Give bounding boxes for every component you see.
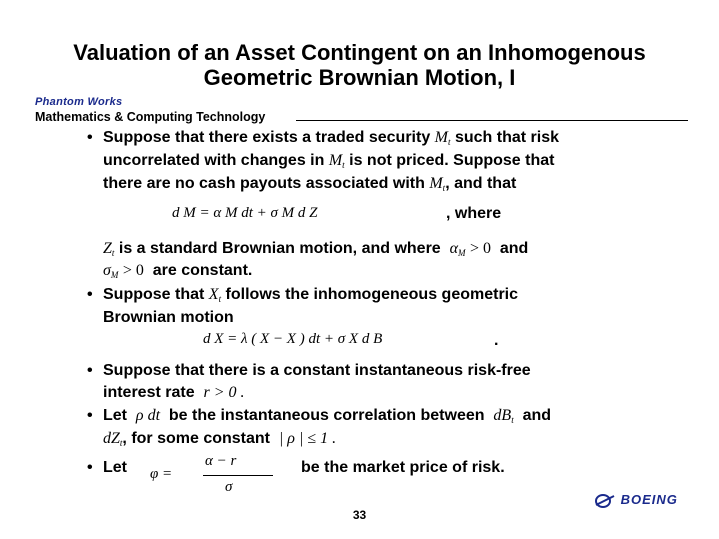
bullet-1-line-2 xyxy=(103,152,554,170)
math-alphaM: $\alpha_M$ xyxy=(449,240,466,258)
bullet-3-line-2 xyxy=(103,384,245,402)
bullet-5-let: Let xyxy=(103,459,127,476)
title-line-1: Valuation of an Asset Contingent on an Inhomogenous xyxy=(73,40,646,65)
boeing-emblem-icon xyxy=(594,493,616,509)
text: are constant. xyxy=(152,262,253,279)
math-Mt: $M_t$ xyxy=(434,129,451,147)
bullet-dot: • xyxy=(87,459,93,476)
page-number: 33 xyxy=(352,508,367,522)
math-Xt: $X_t$ xyxy=(208,286,222,304)
text: be the instantaneous correlation between xyxy=(168,407,485,424)
bullet-dot: • xyxy=(87,129,93,146)
phi-denominator: σ xyxy=(225,479,233,495)
bullet-5-text: be the market price of risk. xyxy=(301,459,505,476)
text: and xyxy=(522,407,552,424)
bullet-dot: • xyxy=(87,286,93,303)
where-label: , where xyxy=(446,205,502,222)
math-rho-dt: ρ dt xyxy=(135,407,161,424)
subtitle: Mathematics & Computing Technology xyxy=(35,110,266,124)
math-cond: > 0 xyxy=(469,240,491,257)
brand-label: Phantom Works xyxy=(35,96,123,108)
text: Suppose that xyxy=(103,286,205,303)
text: interest rate xyxy=(103,384,195,401)
bullet-4-line-1 xyxy=(103,407,551,425)
math-Mt: $M_t$ xyxy=(328,152,345,170)
text: and xyxy=(499,240,529,257)
phi-lhs: φ = xyxy=(150,466,173,482)
fraction-bar xyxy=(203,475,273,476)
text: Let xyxy=(103,407,127,424)
slide-title xyxy=(0,40,719,90)
text: , and that xyxy=(445,175,517,192)
math-dBt: $dB_t$ xyxy=(493,407,514,425)
bullet-1-line-1 xyxy=(103,129,559,147)
logo-text: BOEING xyxy=(620,492,678,507)
math-dZt: $dZ_t$ xyxy=(103,430,123,448)
text: is a standard Brownian motion, and where xyxy=(118,240,441,257)
math-rho-abs: | ρ | ≤ 1 . xyxy=(278,430,337,447)
bullet-dot: • xyxy=(87,362,93,379)
text: , for some constant xyxy=(122,430,270,447)
equation-dX: d X = λ ( X − X ) dt + σ X d B xyxy=(203,331,383,347)
bullet-1-line-3 xyxy=(103,175,516,193)
math-r-cond: r > 0 . xyxy=(203,384,245,401)
phi-numerator: α − r xyxy=(205,453,237,469)
bullet-1-line-6 xyxy=(103,262,252,280)
boeing-logo xyxy=(594,492,678,509)
bullet-3-line-1: Suppose that there is a constant instantaneous risk-free xyxy=(103,362,531,379)
math-Mt: $M_t$ xyxy=(429,175,446,193)
text: Suppose that there exists a traded security xyxy=(103,129,431,146)
text: is not priced. Suppose that xyxy=(349,152,555,169)
equation-dM: d M = α M dt + σ M d Z xyxy=(172,205,318,221)
math-sigmaM: $\sigma_M$ xyxy=(103,262,119,280)
text: such that risk xyxy=(454,129,559,146)
text: follows the inhomogeneous geometric xyxy=(225,286,519,303)
header-rule xyxy=(296,120,688,121)
bullet-2-line-2: Brownian motion xyxy=(103,309,234,326)
math-cond: > 0 xyxy=(122,262,144,279)
title-line-2: Geometric Brownian Motion, I xyxy=(203,65,516,90)
text: uncorrelated with changes in xyxy=(103,152,325,169)
bullet-1-line-5 xyxy=(103,240,528,258)
text: there are no cash payouts associated with xyxy=(103,175,425,192)
bullet-4-line-2 xyxy=(103,430,336,448)
math-Zt: $Z_t$ xyxy=(103,240,115,258)
period: . xyxy=(494,332,499,349)
bullet-2-line-1 xyxy=(103,286,518,304)
bullet-dot: • xyxy=(87,407,93,424)
